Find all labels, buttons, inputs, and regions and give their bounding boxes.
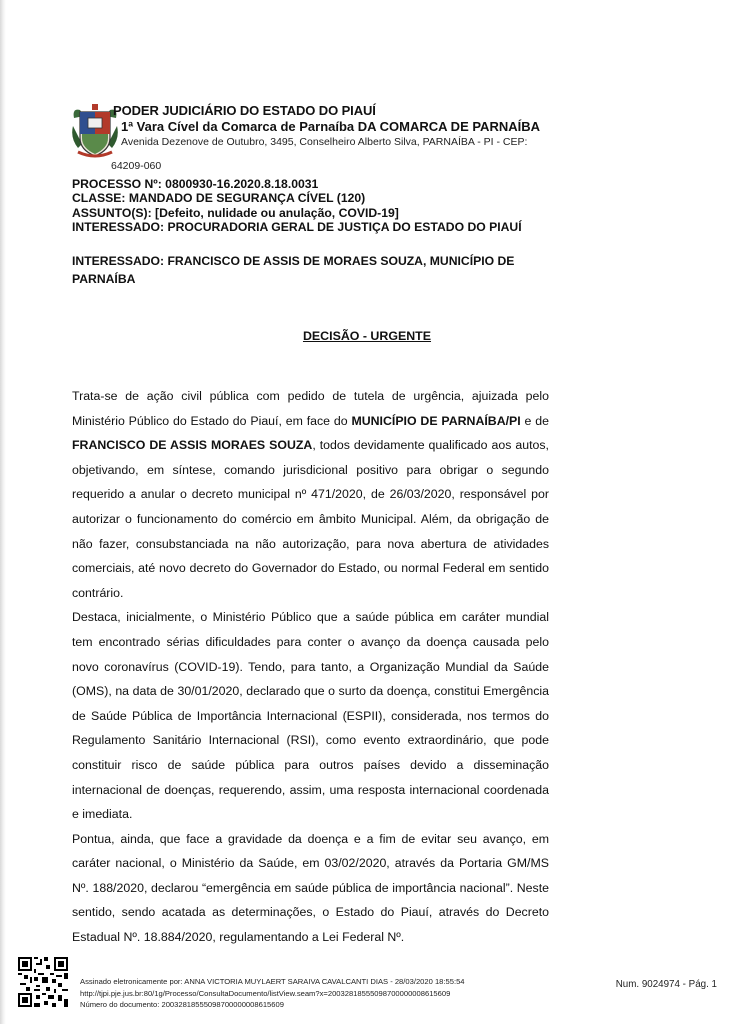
paragraph-1-text-c: e de	[520, 413, 549, 428]
case-interessado-2: INTERESSADO: FRANCISCO DE ASSIS DE MORAES SOUZA, MUNICÍPIO DE PARNAÍBA	[72, 254, 515, 286]
court-name: PODER JUDICIÁRIO DO ESTADO DO PIAUÍ	[113, 103, 376, 118]
court-division: 1ª Vara Cível da Comarca de Parnaíba DA COMARCA DE PARNAÍBA	[121, 119, 540, 134]
paragraph-1	[72, 384, 549, 605]
court-cep: 64209-060	[111, 160, 162, 172]
case-info	[72, 177, 592, 235]
paragraph-1-text-a: Trata-se de ação civil pública com pedido de tutela de urgência, ajuizada pelo Ministério Público do Estado do Piauí, em face do	[72, 389, 549, 428]
signature-footer	[80, 976, 465, 1011]
case-assunto: ASSUNTO(S): [Defeito, nulidade ou anulação, COVID-19]	[72, 205, 399, 220]
document-url: http://tjpi.pje.jus.br:80/1g/Processo/ConsultaDocumento/listView.seam?x=20032818555098700000008615609	[80, 988, 451, 998]
case-classe: CLASSE: MANDADO DE SEGURANÇA CÍVEL (120)	[72, 191, 366, 206]
paragraph-2: Destaca, inicialmente, o Ministério Público que a saúde pública em caráter mundial tem encontrado sérias dificuldades para conter o avanço da doença causada pelo novo coronavírus (COVID-19). Tendo, para tanto, a Organização Mundial da Saúde (OMS), na data de 30/01/2020, declarado que o surto da doença, constitui Emergência de Saúde Pública de Importância Internacional (ESPII), considerada, nos termos do Regulamento Sanitário Internacional (RSI), como evento extraordinário, que pode constituir risco de saúde pública para outros países devido a disseminação internacional de doenças, requerendo, assim, uma resposta internacional coordenada e imediata.	[72, 610, 549, 822]
decision-body	[72, 384, 549, 950]
page-number: Num. 9024974 - Pág. 1	[615, 979, 717, 990]
document-title-wrap	[0, 327, 734, 345]
case-processo: PROCESSO Nº: 0800930-16.2020.8.18.0031	[72, 177, 319, 191]
paragraph-1-text-e: , todos devidamente qualificado aos autos, objetivando, em síntese, comando jurisdicional positivo para obrigar o segundo requerido a anular o decreto municipal nº 471/2020, de 26/03/2020, responsável por autorizar o funcionamento do comércio em âmbito Municipal. Além, da obrigação de não fazer, consubstanciada na não autorização, para nova abertura de atividades comerciais, até novo decreto do Governador do Estado, ou normal Federal em sentido contrário.	[72, 438, 549, 600]
page-edge-shadow	[0, 0, 6, 1024]
paragraph-3: Pontua, ainda, que face a gravidade da doença e a fim de evitar seu avanço, em caráter nacional, o Ministério da Saúde, em 03/02/2020, através da Portaria GM/MS Nº. 188/2020, declarou “emergência em saúde pública de importância nacional”. Neste sentido, sendo acatada as determinações, o Estado do Piauí, através do Decreto Estadual Nº. 18.884/2020, regulamentando a Lei Federal Nº.	[72, 831, 549, 945]
document-number: Número do documento: 20032818555098700000008615609	[80, 1000, 284, 1009]
signature-line: Assinado eletronicamente por: ANNA VICTORIA MUYLAERT SARAIVA CAVALCANTI DIAS - 28/03/2020 18:55:54	[80, 977, 465, 986]
case-interessado-1: INTERESSADO: PROCURADORIA GERAL DE JUSTIÇA DO ESTADO DO PIAUÍ	[72, 220, 522, 235]
court-header	[113, 103, 553, 149]
qr-code-icon	[18, 957, 68, 1007]
paragraph-1-bold-francisco: FRANCISCO DE ASSIS MORAES SOUZA	[72, 438, 313, 453]
paragraph-1-bold-municipio: MUNICÍPIO DE PARNAÍBA/PI	[351, 413, 521, 428]
court-address: Avenida Dezenove de Outubro, 3495, Conselheiro Alberto Silva, PARNAÍBA - PI - CEP:	[121, 136, 528, 148]
document-title: DECISÃO - URGENTE	[302, 329, 432, 343]
